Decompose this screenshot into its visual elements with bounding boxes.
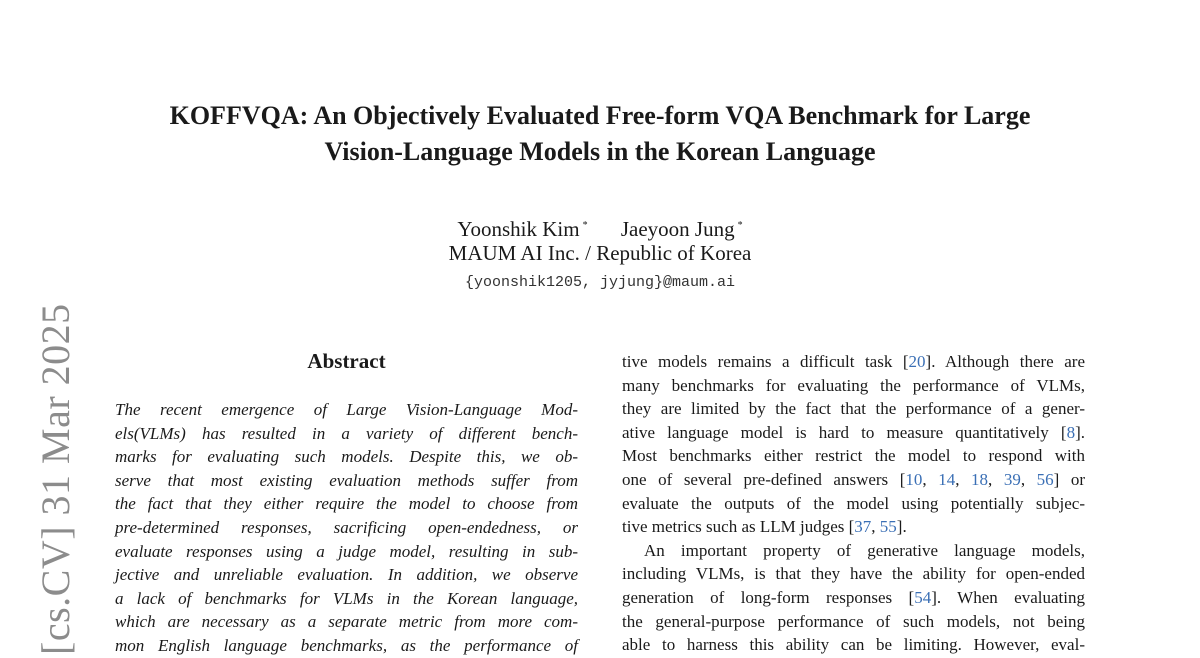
title-line-2: Vision-Language Models in the Korean Language (324, 137, 876, 166)
intro-line: the general-purpose performance of such models, not being (622, 611, 1085, 631)
abstract-line: serve that most existing evaluation methods suffer from (115, 470, 578, 490)
intro-line: tive metrics such as LLM judges [37, 55]. (622, 517, 907, 537)
intro-line: generation of long-form responses [54]. When evaluating (622, 587, 1085, 607)
abstract-line: which are necessary as a separate metric from more com- (115, 612, 578, 632)
intro-line: many benchmarks for evaluating the performance of VLMs, (622, 375, 1085, 395)
arxiv-stamp-text: [cs.CV] 31 Mar 2025 (33, 303, 78, 655)
author (457, 212, 587, 243)
intro-line: ative language model is hard to measure quantitatively [8]. (622, 422, 1085, 442)
intro-line: including VLMs, is that they have the ability for open-ended (622, 564, 1085, 584)
abstract-line: jective and unreliable evaluation. In addition, we observe (115, 565, 578, 585)
citation-link[interactable]: 55 (879, 517, 897, 537)
intro-line: able to harness this ability can be limiting. However, eval- (622, 635, 1085, 655)
author-list (100, 212, 1100, 243)
citation-link[interactable]: 8 (1066, 422, 1076, 442)
introduction-text (622, 350, 1085, 657)
intro-line: one of several pre-defined answers [10, 14, 18, 39, 56] or (622, 469, 1086, 489)
author (621, 212, 743, 243)
abstract-body (115, 398, 578, 658)
abstract-line: a lack of benchmarks for VLMs in the Korean language, (115, 588, 578, 608)
citation-link[interactable]: 20 (908, 352, 926, 371)
citation-link[interactable]: 56 (1036, 469, 1054, 489)
citation-link[interactable]: 37 (854, 517, 872, 537)
title-line-1: KOFFVQA: An Objectively Evaluated Free-form VQA Benchmark for Large (169, 101, 1031, 130)
author-name: Yoonshik Kim (457, 217, 580, 241)
intro-line: tive models remains a difficult task [20]. Although there are (622, 352, 1085, 371)
author-name: Jaeyoon Jung (620, 217, 735, 241)
abstract-line: The recent emergence of Large Vision-Language Mod- (115, 400, 578, 419)
intro-line: Most benchmarks either restrict the model to respond with (622, 446, 1085, 466)
abstract-line: els(VLMs) has resulted in a variety of different bench- (115, 423, 578, 443)
abstract-line: evaluate responses using a judge model, resulting in sub- (115, 541, 578, 561)
abstract-heading: Abstract (307, 349, 386, 373)
citation-link[interactable]: 18 (971, 469, 989, 489)
abstract-line: marks for evaluating such models. Despite this, we ob- (115, 447, 578, 467)
author-email: {yoonshik1205, jyjung}@maum.ai (464, 274, 736, 291)
citation-link[interactable]: 39 (1003, 469, 1021, 489)
abstract-line: the fact that they either require the model to choose from (115, 494, 578, 514)
intro-line: they are limited by the fact that the performance of a gener- (622, 399, 1085, 419)
affiliation: MAUM AI Inc. / Republic of Korea (448, 241, 752, 265)
abstract-line: pre-determined responses, sacrificing open-endedness, or (115, 517, 578, 537)
citation-link[interactable]: 10 (905, 469, 923, 489)
citation-link[interactable]: 54 (914, 587, 932, 607)
intro-line: evaluate the outputs of the model using potentially subjec- (622, 493, 1085, 513)
equal-contribution-mark: * (737, 220, 743, 231)
paper-title (100, 98, 1100, 170)
arxiv-sidebar-stamp (28, 300, 78, 655)
abstract-line: mon English language benchmarks, as the performance of (115, 635, 578, 655)
citation-link[interactable]: 14 (938, 469, 956, 489)
equal-contribution-mark: * (582, 220, 588, 231)
intro-line: An important property of generative language models, (644, 540, 1085, 560)
